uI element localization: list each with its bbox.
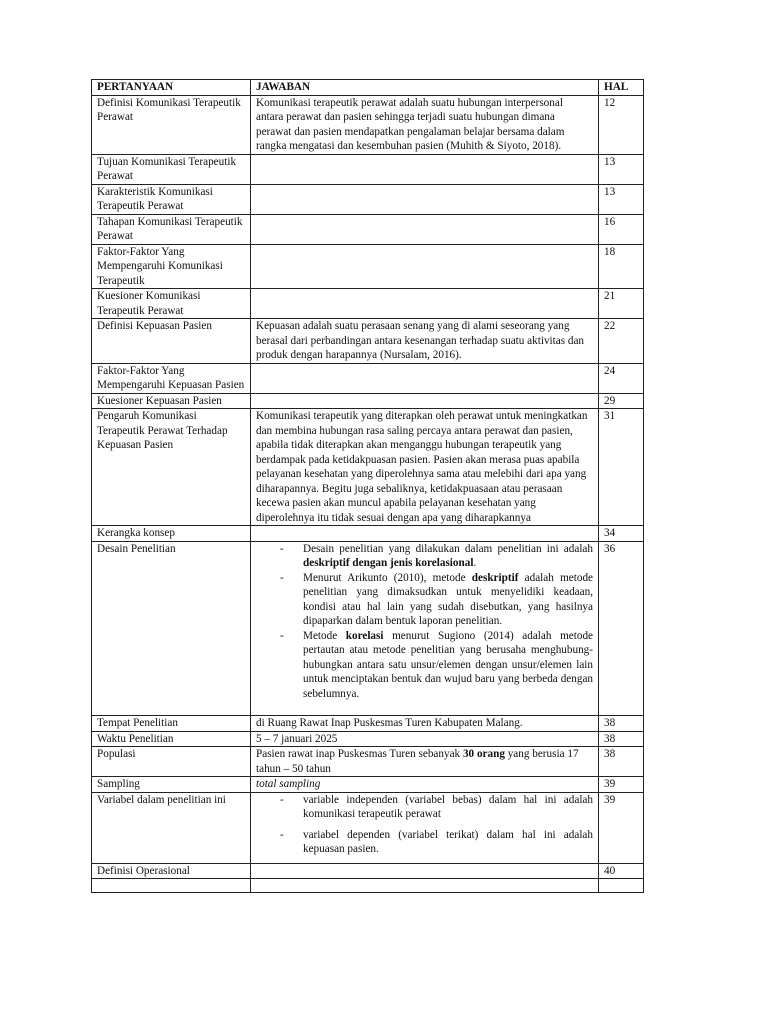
header-pertanyaan: PERTANYAAN: [92, 80, 251, 96]
page-number-cell: 39: [599, 777, 644, 793]
list-item: - Metode korelasi menurut Sugiono (2014) adalah metode pertautan atau metode penelitian yang berusaha menghubung-hubungkan antara satu unsur/elemen dengan unsur/elemen lain untuk menciptakan bentuk dan wujud baru yang berbeda dengan sebelumnya.: [280, 629, 593, 700]
page-number-cell: 39: [599, 792, 644, 863]
page-number-cell: 36: [599, 541, 644, 716]
answer-cell: [251, 526, 599, 542]
answer-cell: [251, 184, 599, 214]
desain-bullet-list: [256, 542, 593, 702]
table-row: [92, 863, 644, 879]
table-row: [92, 716, 644, 732]
table-row: [92, 393, 644, 409]
answer-cell: 5 – 7 januari 2025: [251, 731, 599, 747]
table-row: [92, 777, 644, 793]
table-row: [92, 184, 644, 214]
question-cell: Tahapan Komunikasi Terapeutik Perawat: [92, 214, 251, 244]
page-number-cell: 22: [599, 319, 644, 364]
answer-cell: total sampling: [251, 777, 599, 793]
question-cell: Faktor-Faktor Yang Mempengaruhi Kepuasan Pasien: [92, 363, 251, 393]
header-jawaban: JAWABAN: [251, 80, 599, 96]
answer-cell: [251, 541, 599, 716]
empty-cell: [92, 879, 251, 893]
dash-marker: -: [280, 629, 284, 642]
page-number-cell: 31: [599, 409, 644, 526]
page-number-cell: 38: [599, 716, 644, 732]
table-row: [92, 154, 644, 184]
table-row: [92, 409, 644, 526]
table-row: [92, 731, 644, 747]
empty-cell: [251, 879, 599, 893]
question-cell: Definisi Operasional: [92, 863, 251, 879]
question-cell: Faktor-Faktor Yang Mempengaruhi Komunikasi Terapeutik: [92, 244, 251, 289]
page-number-cell: 16: [599, 214, 644, 244]
question-cell: Desain Penelitian: [92, 541, 251, 716]
table-row: [92, 289, 644, 319]
page-number-cell: 29: [599, 393, 644, 409]
page-number-cell: 12: [599, 95, 644, 154]
question-cell: Waktu Penelitian: [92, 731, 251, 747]
table-row: [92, 214, 644, 244]
question-cell: Definisi Komunikasi Terapeutik Perawat: [92, 95, 251, 154]
table-header-row: [92, 80, 644, 96]
question-cell: Kuesioner Komunikasi Terapeutik Perawat: [92, 289, 251, 319]
dash-marker: -: [280, 793, 284, 806]
question-cell: Variabel dalam penelitian ini: [92, 792, 251, 863]
answer-cell: [251, 792, 599, 863]
table-row: [92, 747, 644, 777]
variabel-bullet-list: [256, 793, 593, 857]
question-cell: Sampling: [92, 777, 251, 793]
table-row: [92, 319, 644, 364]
question-cell: Definisi Kepuasan Pasien: [92, 319, 251, 364]
answer-cell: [251, 289, 599, 319]
question-cell: Kerangka konsep: [92, 526, 251, 542]
table-row: [92, 95, 644, 154]
answer-cell: [251, 863, 599, 879]
list-item: - Desain penelitian yang dilakukan dalam penelitian ini adalah deskriptif dengan jenis korelasional.: [280, 542, 593, 569]
question-cell: Tempat Penelitian: [92, 716, 251, 732]
header-hal: HAL: [599, 80, 644, 96]
qa-table: [91, 79, 644, 893]
list-item: - Menurut Arikunto (2010), metode deskriptif adalah metode penelitian yang dimaksudkan untuk menyelidiki keadaan, kondisi atau hal lain yang sudah disebutkan, yang hasilnya dipaparkan dalam bentuk laporan penelitian.: [280, 571, 594, 627]
dash-marker: -: [280, 828, 284, 841]
answer-cell: [251, 154, 599, 184]
answer-cell: Kepuasan adalah suatu perasaan senang yang di alami seseorang yang berasal dari perbandingan antara kesenangan terhadap suatu aktivitas dan produk dengan harapannya (Nursalam, 2016).: [251, 319, 599, 364]
dash-marker: -: [280, 571, 284, 584]
page-number-cell: 21: [599, 289, 644, 319]
page-number-cell: 13: [599, 184, 644, 214]
page-number-cell: 13: [599, 154, 644, 184]
page-number-cell: 40: [599, 863, 644, 879]
answer-cell: Komunikasi terapeutik perawat adalah suatu hubungan interpersonal antara perawat dan pasien sehingga terjadi suatu hubungan dimana perawat dan pasien mendapatkan pengalaman belajar bersama dalam rangka mengatasi dan kesembuhan pasien (Muhith & Siyoto, 2018).: [251, 95, 599, 154]
answer-cell: [251, 393, 599, 409]
table-row-variabel: [92, 792, 644, 863]
answer-cell: [251, 244, 599, 289]
dash-marker: -: [280, 542, 284, 555]
page-number-cell: 24: [599, 363, 644, 393]
list-item: - variable independen (variabel bebas) dalam hal ini adalah komunikasi terapeutik perawat: [280, 793, 593, 820]
list-item: - variabel dependen (variabel terikat) dalam hal ini adalah kepuasan pasien.: [280, 828, 593, 855]
answer-cell: [251, 363, 599, 393]
page-number-cell: 38: [599, 731, 644, 747]
question-cell: Tujuan Komunikasi Terapeutik Perawat: [92, 154, 251, 184]
page-number-cell: 34: [599, 526, 644, 542]
table-row: [92, 526, 644, 542]
empty-table-row: [92, 879, 644, 893]
page-number-cell: 38: [599, 747, 644, 777]
answer-cell: di Ruang Rawat Inap Puskesmas Turen Kabupaten Malang.: [251, 716, 599, 732]
page-number-cell: 18: [599, 244, 644, 289]
empty-cell: [599, 879, 644, 893]
table-row-desain: [92, 541, 644, 716]
table-row: [92, 244, 644, 289]
question-cell: Pengaruh Komunikasi Terapeutik Perawat Terhadap Kepuasan Pasien: [92, 409, 251, 526]
answer-cell: Komunikasi terapeutik yang diterapkan oleh perawat untuk meningkatkan dan membina hubungan rasa saling percaya antara perawat dan pasien, apabila tidak diterapkan akan menganggu hubungan terapeutik yang berdampak pada ketidakpuasan pasien. Pasien akan merasa puas apabila pelayanan kesehatan yang diperolehnya sama atau melebihi dari apa yang diharapannya. Begitu juga sebaliknya, ketidakpuasaan atau perasaan kecewa pasien akan muncul apabila pelayanan kesehatan yang diperolehnya itu tidak sesuai dengan apa yang diharapkannya: [251, 409, 599, 526]
question-cell: Karakteristik Komunikasi Terapeutik Perawat: [92, 184, 251, 214]
table-row: [92, 363, 644, 393]
answer-cell: Pasien rawat inap Puskesmas Turen sebanyak 30 orang yang berusia 17 tahun – 50 tahun: [251, 747, 599, 777]
question-cell: Kuesioner Kepuasan Pasien: [92, 393, 251, 409]
question-cell: Populasi: [92, 747, 251, 777]
answer-cell: [251, 214, 599, 244]
